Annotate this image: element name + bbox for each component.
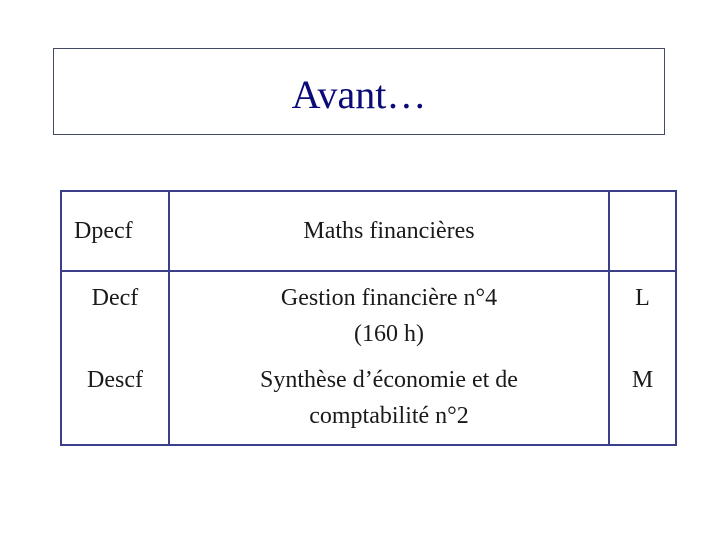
level-cell: M: [609, 358, 676, 445]
subject-line: (160 h): [354, 321, 424, 347]
slide-title: Avant…: [291, 72, 427, 117]
curriculum-table: [60, 190, 677, 446]
table-row: [61, 271, 676, 358]
subject-cell: [169, 271, 609, 358]
title-frame: [53, 48, 665, 135]
program-cell: Descf: [61, 358, 169, 445]
program-cell: Dpecf: [61, 191, 169, 271]
subject-line: Maths financières: [303, 218, 475, 244]
subject-line: Synthèse d’économie et de: [260, 367, 518, 393]
level-cell: [609, 191, 676, 271]
table-row: [61, 358, 676, 445]
subject-line: Gestion financière n°4: [280, 285, 498, 311]
table-row: [61, 191, 676, 271]
subject-cell: [169, 358, 609, 445]
program-cell: Decf: [61, 271, 169, 358]
level-cell: L: [609, 271, 676, 358]
subject-cell: [169, 191, 609, 271]
subject-line: comptabilité n°2: [309, 403, 469, 429]
curriculum-table-container: [60, 190, 661, 432]
